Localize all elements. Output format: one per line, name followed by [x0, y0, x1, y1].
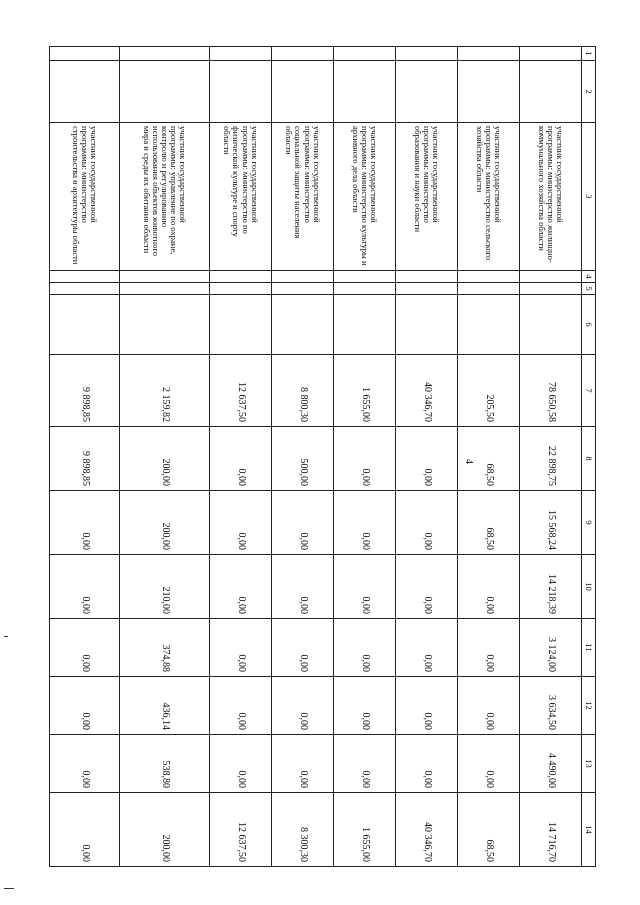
budget-table — [49, 46, 596, 867]
value-cell: 9 898,85 — [50, 355, 120, 427]
column-header-9: 9 — [582, 491, 596, 555]
column-header-10: 10 — [582, 555, 596, 619]
value-cell: 68,50 — [458, 427, 520, 491]
value-cell: 1 655,00 — [334, 355, 396, 427]
table-cell — [458, 61, 520, 123]
table-cell — [210, 271, 272, 283]
value-cell: 0,00 — [272, 677, 334, 735]
value-cell: 200,00 — [120, 491, 210, 555]
value-cell: 200,00 — [120, 427, 210, 491]
participant-label: участник государственной программы: министерство строительства и архитектуры области — [50, 123, 120, 271]
value-cell: 22 898,75 — [520, 427, 582, 491]
table-row — [272, 47, 334, 867]
table-cell — [334, 295, 396, 355]
participant-label: участник государственной программы: управление по охране, контролю и регулированию использования объектов животного мира и среды их обитания области — [120, 123, 210, 271]
table-cell — [272, 271, 334, 283]
value-cell: 0,00 — [334, 491, 396, 555]
value-cell: 0,00 — [210, 427, 272, 491]
table-row — [458, 47, 520, 867]
value-cell: 8 800,30 — [272, 355, 334, 427]
table-cell — [272, 283, 334, 295]
value-cell: 0,00 — [210, 735, 272, 793]
table-cell — [520, 283, 582, 295]
value-cell: 40 346,70 — [396, 355, 458, 427]
participant-label: участник государственной программы: министерство культуры и архивного дела области — [334, 123, 396, 271]
table-cell — [458, 47, 520, 61]
value-cell: 15 568,24 — [520, 491, 582, 555]
table-cell — [210, 283, 272, 295]
value-cell: 68,50 — [458, 491, 520, 555]
table-cell — [272, 47, 334, 61]
value-cell: 0,00 — [210, 677, 272, 735]
value-cell: 40 346,70 — [396, 793, 458, 867]
table-row — [50, 47, 120, 867]
value-cell: 500,00 — [272, 427, 334, 491]
header-row — [582, 47, 596, 867]
value-cell: 0,00 — [334, 619, 396, 677]
value-cell: 0,00 — [334, 735, 396, 793]
value-cell: 0,00 — [396, 427, 458, 491]
value-cell: 0,00 — [50, 793, 120, 867]
value-cell: 0,00 — [210, 619, 272, 677]
column-header-2: 2 — [582, 61, 596, 123]
table-cell — [334, 283, 396, 295]
value-cell: 0,00 — [458, 677, 520, 735]
table-cell — [396, 295, 458, 355]
column-header-3: 3 — [582, 123, 596, 271]
value-cell: 0,00 — [334, 677, 396, 735]
value-cell: 12 637,50 — [210, 355, 272, 427]
value-cell: 78 650,58 — [520, 355, 582, 427]
value-cell: 2 159,82 — [120, 355, 210, 427]
value-cell: 3 124,00 — [520, 619, 582, 677]
column-header-1: 1 — [582, 47, 596, 61]
binding-mark — [4, 636, 8, 637]
column-header-8: 8 — [582, 427, 596, 491]
value-cell: 4 490,00 — [520, 735, 582, 793]
table-cell — [396, 283, 458, 295]
value-cell: 374,88 — [120, 619, 210, 677]
value-cell: 0,00 — [458, 735, 520, 793]
binding-mark — [4, 888, 14, 889]
table-row — [334, 47, 396, 867]
table-cell — [50, 295, 120, 355]
value-cell: 205,50 — [458, 355, 520, 427]
table-cell — [272, 295, 334, 355]
table-cell — [520, 295, 582, 355]
participant-label: участник государственной программы: министерство по физической культуре и спорту области — [210, 123, 272, 271]
column-header-12: 12 — [582, 677, 596, 735]
participant-label: участник государственной программы: министерство жилищно-коммунального хозяйства области — [520, 123, 582, 271]
table-cell — [210, 61, 272, 123]
table-cell — [272, 61, 334, 123]
value-cell: 0,00 — [396, 555, 458, 619]
table-cell — [120, 61, 210, 123]
value-cell: 0,00 — [210, 491, 272, 555]
value-cell: 0,00 — [50, 735, 120, 793]
value-cell: 0,00 — [50, 555, 120, 619]
table-cell — [210, 47, 272, 61]
table-cell — [520, 61, 582, 123]
value-cell: 0,00 — [272, 735, 334, 793]
table-cell — [50, 271, 120, 283]
value-cell: 0,00 — [396, 491, 458, 555]
table-cell — [334, 61, 396, 123]
table-cell — [458, 295, 520, 355]
table-row — [120, 47, 210, 867]
value-cell: 0,00 — [50, 491, 120, 555]
table-cell — [396, 271, 458, 283]
table-cell — [50, 61, 120, 123]
value-cell: 3 634,50 — [520, 677, 582, 735]
participant-label: участник государственной программы: министерство образования и науки области — [396, 123, 458, 271]
column-header-6: 6 — [582, 295, 596, 355]
value-cell: 210,00 — [120, 555, 210, 619]
table-cell — [458, 283, 520, 295]
table-cell — [50, 283, 120, 295]
value-cell: 0,00 — [210, 555, 272, 619]
table-row — [520, 47, 582, 867]
table-cell — [396, 47, 458, 61]
value-cell: 538,80 — [120, 735, 210, 793]
value-cell: 0,00 — [272, 491, 334, 555]
value-cell: 0,00 — [396, 619, 458, 677]
participant-label: участник государственной программы: министерство сельского хозяйства области — [458, 123, 520, 271]
value-cell: 14 716,70 — [520, 793, 582, 867]
value-cell: 436,14 — [120, 677, 210, 735]
value-cell: 0,00 — [396, 677, 458, 735]
table-cell — [120, 271, 210, 283]
value-cell: 0,00 — [396, 735, 458, 793]
value-cell: 14 218,39 — [520, 555, 582, 619]
value-cell: 0,00 — [458, 555, 520, 619]
value-cell: 12 637,50 — [210, 793, 272, 867]
table-cell — [120, 47, 210, 61]
column-header-7: 7 — [582, 355, 596, 427]
value-cell: 0,00 — [50, 677, 120, 735]
value-cell: 0,00 — [334, 555, 396, 619]
value-cell: 0,00 — [272, 619, 334, 677]
value-cell: 9 898,85 — [50, 427, 120, 491]
table-cell — [120, 283, 210, 295]
table-cell — [334, 271, 396, 283]
table-cell — [50, 47, 120, 61]
value-cell: 0,00 — [458, 619, 520, 677]
value-cell: 8 300,30 — [272, 793, 334, 867]
value-cell: 1 655,00 — [334, 793, 396, 867]
table-row — [396, 47, 458, 867]
participant-label: участник государственной программы: министерство социальной защиты населения области — [272, 123, 334, 271]
rotated-table-container — [36, 46, 596, 866]
table-row — [210, 47, 272, 867]
table-cell — [120, 295, 210, 355]
table-cell — [396, 61, 458, 123]
value-cell: 0,00 — [50, 619, 120, 677]
table-cell — [458, 271, 520, 283]
value-cell: 0,00 — [272, 555, 334, 619]
value-cell: 68,50 — [458, 793, 520, 867]
value-cell: 0,00 — [334, 427, 396, 491]
column-header-13: 13 — [582, 735, 596, 793]
column-header-14: 14 — [582, 793, 596, 867]
page-number: 4 — [463, 459, 474, 464]
column-header-11: 11 — [582, 619, 596, 677]
table-cell — [520, 271, 582, 283]
column-header-5: 5 — [582, 283, 596, 295]
table-cell — [520, 47, 582, 61]
column-header-4: 4 — [582, 271, 596, 283]
value-cell: 200,00 — [120, 793, 210, 867]
table-cell — [210, 295, 272, 355]
table-cell — [334, 47, 396, 61]
